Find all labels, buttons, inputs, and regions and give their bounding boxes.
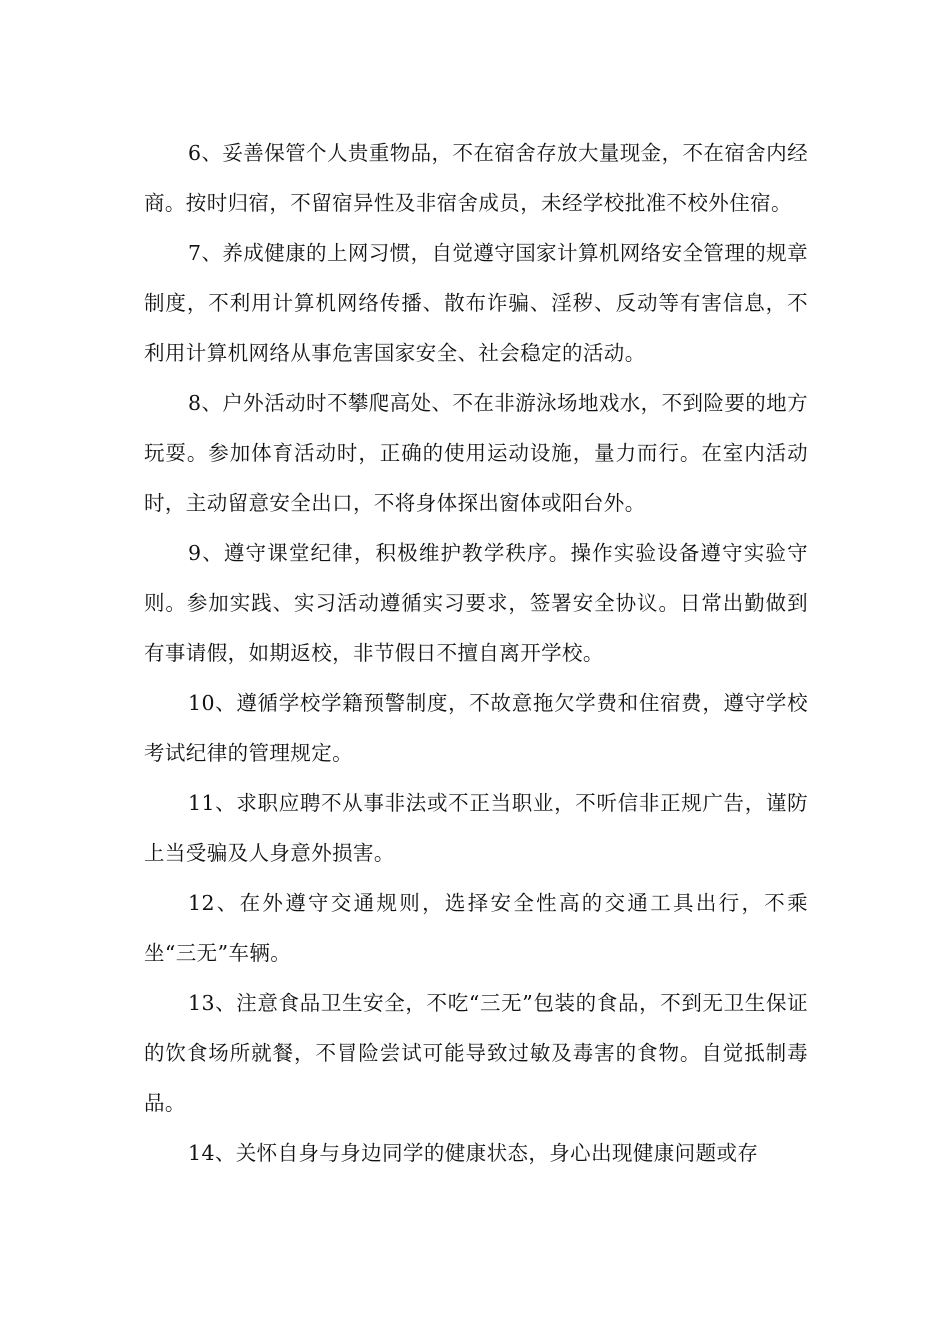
paragraph-item-6: 6、妥善保管个人贵重物品，不在宿舍存放大量现金，不在宿舍内经商。按时归宿，不留宿异性及非宿舍成员，未经学校批准不校外住宿。 xyxy=(144,141,808,215)
paragraph-item-10: 10、遵循学校学籍预警制度，不故意拖欠学费和住宿费，遵守学校考试纪律的管理规定。 xyxy=(144,691,808,765)
document-body xyxy=(144,128,808,1178)
paragraph-item-11: 11、求职应聘不从事非法或不正当职业，不听信非正规广告，谨防上当受骗及人身意外损害。 xyxy=(144,791,808,865)
paragraph-item-9: 9、遵守课堂纪律，积极维护教学秩序。操作实验设备遵守实验守则。参加实践、实习活动遵循实习要求，签署安全协议。日常出勤做到有事请假，如期返校，非节假日不擅自离开学校。 xyxy=(144,541,808,665)
paragraph-item-7: 7、养成健康的上网习惯，自觉遵守国家计算机网络安全管理的规章制度，不利用计算机网络传播、散布诈骗、淫秽、反动等有害信息，不利用计算机网络从事危害国家安全、社会稳定的活动。 xyxy=(144,241,808,365)
paragraph-item-12: 12、在外遵守交通规则，选择安全性高的交通工具出行，不乘坐“三无”车辆。 xyxy=(144,891,808,965)
paragraph-item-13: 13、注意食品卫生安全，不吃“三无”包装的食品，不到无卫生保证的饮食场所就餐，不冒险尝试可能导致过敏及毒害的食物。自觉抵制毒品。 xyxy=(144,991,808,1115)
paragraph-item-14: 14、关怀自身与身边同学的健康状态，身心出现健康问题或存 xyxy=(188,1141,759,1165)
paragraph-item-8: 8、户外活动时不攀爬高处、不在非游泳场地戏水，不到险要的地方玩耍。参加体育活动时，正确的使用运动设施，量力而行。在室内活动时，主动留意安全出口，不将身体探出窗体或阳台外。 xyxy=(144,391,808,515)
